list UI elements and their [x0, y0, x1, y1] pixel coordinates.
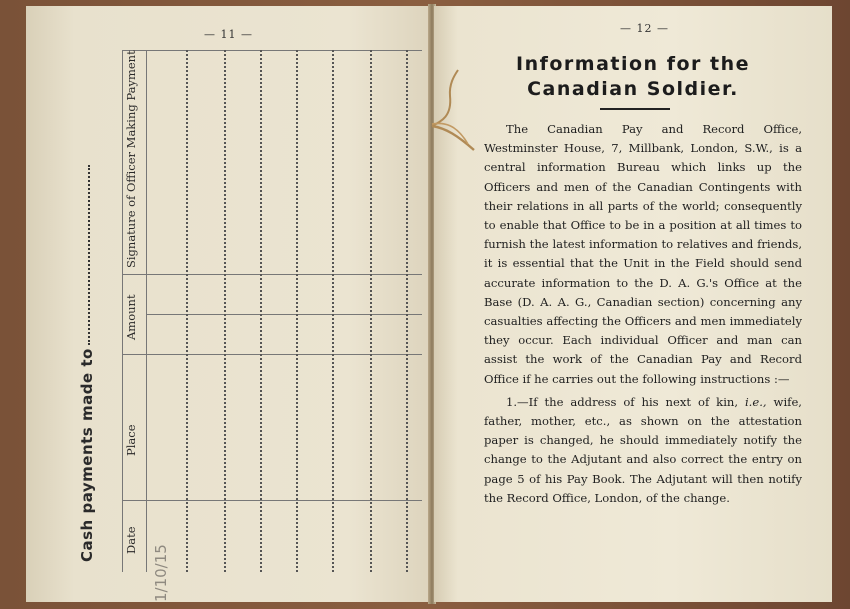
paragraph-2-end: wife, father, mother, etc., as shown on the attestation paper is changed, he should immediately notify the change to the Adjutant and also correct the entry on page 5 of his Pay Book. The Adjutant will then notify the Record Office, London, of the change. — [484, 394, 802, 505]
ledger-vline-2 — [146, 50, 147, 572]
cash-payments-title-text: Cash payments made to — [78, 348, 96, 562]
payee-blank — [88, 165, 90, 345]
information-text — [484, 120, 802, 508]
column-date: Date — [124, 526, 138, 554]
right-page — [434, 6, 832, 602]
heading-line-1: Information for the — [516, 53, 750, 75]
ledger-rule-signature-amount — [122, 274, 422, 275]
cash-payments-ledger — [26, 6, 430, 602]
ledger-rule-place-date — [122, 500, 422, 501]
pencil-date-note: 1/10/15 — [152, 544, 170, 602]
column-place: Place — [124, 424, 138, 456]
heading-line-2: Canadian Soldier. — [527, 78, 739, 100]
cash-payments-title — [78, 165, 96, 562]
binding-thread-icon — [428, 66, 488, 161]
paragraph-2-ie: i.e., — [744, 394, 767, 409]
ledger-dotted-2 — [224, 50, 226, 572]
ledger-dotted-3 — [260, 50, 262, 572]
heading-rule — [600, 108, 670, 110]
ledger-dotted-6 — [370, 50, 372, 572]
column-signature: Signature of Officer Making Payment — [124, 50, 138, 268]
ledger-dotted-7 — [406, 50, 408, 572]
ledger-dotted-1 — [186, 50, 188, 572]
ledger-top-rule — [122, 50, 422, 51]
paragraph-2-start: 1.—If the address of his next of kin, — [506, 394, 745, 409]
paragraph-2 — [484, 393, 802, 508]
ledger-dotted-5 — [332, 50, 334, 572]
left-page — [26, 6, 430, 602]
column-amount: Amount — [124, 294, 138, 340]
ledger-dotted-4 — [296, 50, 298, 572]
ledger-rule-amount-place — [122, 354, 422, 355]
page-number-left: — 11 — — [204, 28, 253, 41]
paragraph-1: The Canadian Pay and Record Office, Westminster House, 7, Millbank, London, S.W., is a central information Bureau which links up the Officers and men of the Canadian Contingents with their relations in all parts of the world; consequently to enable that Office to be in a position at all times to furnish the latest information to relatives and friends, it is essential that the Unit in the Field should send accurate information to the D. A. G.'s Office at the Base (D. A. A. G., Canadian section) concerning any casualties affecting the Officers and men immediately they occur. Each individual Officer and man can assist the work of the Canadian Pay and Record Office if he carries out the following instructions :— — [484, 122, 802, 386]
ledger-vline-1 — [122, 50, 123, 572]
page-number-right: — 12 — — [620, 22, 669, 35]
